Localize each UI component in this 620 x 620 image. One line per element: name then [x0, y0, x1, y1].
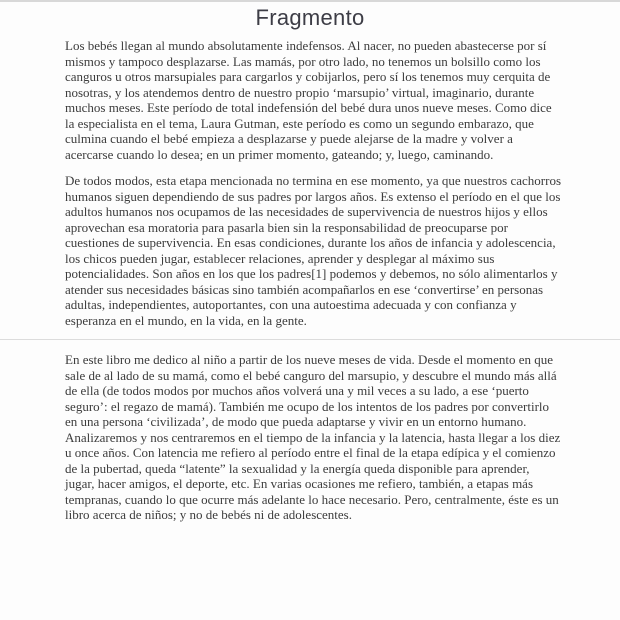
paragraph-1: Los bebés llegan al mundo absolutamente indefensos. Al nacer, no pueden abastecerse por sí mismos y tampoco desplazarse. Las mamás, por otro lado, no tenemos un bolsillo como los canguros u otros marsupiales para cargarlos y cobijarlos, pero sí los tenemos muy cerquita de nosotras, y los atendemos dentro de nuestro propio ‘marsupio’ virtual, imaginario, durante muchos meses. Este período de total indefensión del bebé dura unos nueve meses. Como dice la especialista en el tema, Laura Gutman, este período es como un segundo embarazo, que culmina cuando el bebé empieza a desplazarse y puede alejarse de la madre y volver a acercarse cuando lo desea; en un primer momento, gateando; y, luego, caminando. [65, 38, 552, 162]
paragraph-3: En este libro me dedico al niño a partir de los nueve meses de vida. Desde el momento en que sale de al lado de su mamá, como el bebé canguro del marsupio, y descubre el mundo más allá de ella (de todos modos por muchos años volverá una y mil veces a su lado, a ese ‘puerto seguro’: el regazo de mamá). También me ocupo de los intentos de los padres por convertirlo en una persona ‘civilizada’, de modo que pueda adaptarse y vivir en un entorno humano. Analizaremos y nos centraremos en el tiempo de la infancia y la latencia, hasta llegar a los diez u once años. Con latencia me refiero al período entre el final de la etapa edípica y el comienzo de la pubertad, queda “latente” la sexualidad y la energía queda disponible para aprender, jugar, hacer amigos, el deporte, etc. En varias ocasiones me refiero, también, a etapas más tempranas, cuando lo que ocurre más adelante lo hace necesario. Pero, centralmente, éste es un libro acerca de niños; y no de bebés ni de adolescentes. [65, 352, 561, 522]
section-divider [0, 339, 620, 340]
page-title: Fragmento [255, 5, 365, 30]
fragment-text-block-continued [0, 352, 620, 523]
paragraph-2: De todos modos, esta etapa mencionada no termina en ese momento, ya que nuestros cachorros humanos siguen dependiendo de sus padres por largos años. Es extenso el período en el que los adultos humanos nos ocupamos de las necesidades de supervivencia de nuestros hijos y ellos aprovechan esa moratoria para pasarla bien sin la responsabilidad de preocuparse por cuestiones de supervivencia. En esas condiciones, durante los años de infancia y adolescencia, los chicos pueden jugar, establecer relaciones, aprender y desplegar al máximo sus potencialidades. Son años en los que los padres[1] podemos y debemos, no sólo alimentarlos y atender sus necesidades básicas sino también acompañarlos en ese ‘convertirse’ en personas adultas, independientes, autoportantes, con una autoestima adecuada y con confianza y esperanza en el mundo, en la vida, en la gente. [65, 173, 562, 328]
fragment-text-block [0, 38, 620, 328]
